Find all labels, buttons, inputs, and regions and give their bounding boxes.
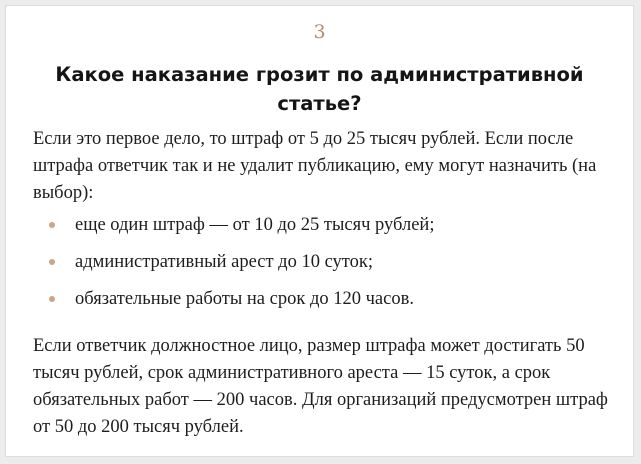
step-number: 3 (313, 21, 326, 43)
bullet-icon (49, 259, 55, 265)
bullet-icon (49, 296, 55, 302)
content-card (5, 5, 634, 457)
section-title: Какое наказание грозит по административной статье? (55, 63, 584, 115)
list-item-text: еще один штраф — от 10 до 25 тысяч рублей; (75, 215, 435, 235)
list-item-text: обязательные работы на срок до 120 часов. (75, 289, 414, 309)
penalty-options-list (33, 212, 615, 313)
officials-paragraph: Если ответчик должностное лицо, размер штрафа может достигать 50 тысяч рублей, срок административного ареста — 15 суток, а срок обязательных работ — 200 часов. Для организаций предусмотрен штраф от 50 до 200 тысяч рублей. (33, 336, 608, 437)
list-item (33, 286, 615, 313)
bullet-icon (49, 222, 55, 228)
list-item (33, 212, 615, 239)
section-body (33, 126, 615, 441)
list-item-text: административный арест до 10 суток; (75, 252, 374, 272)
intro-paragraph: Если это первое дело, то штраф от 5 до 25 тысяч рублей. Если после штрафа ответчик так и не удалит публикацию, ему могут назначить (на выбор): (33, 129, 597, 203)
list-item (33, 249, 615, 276)
